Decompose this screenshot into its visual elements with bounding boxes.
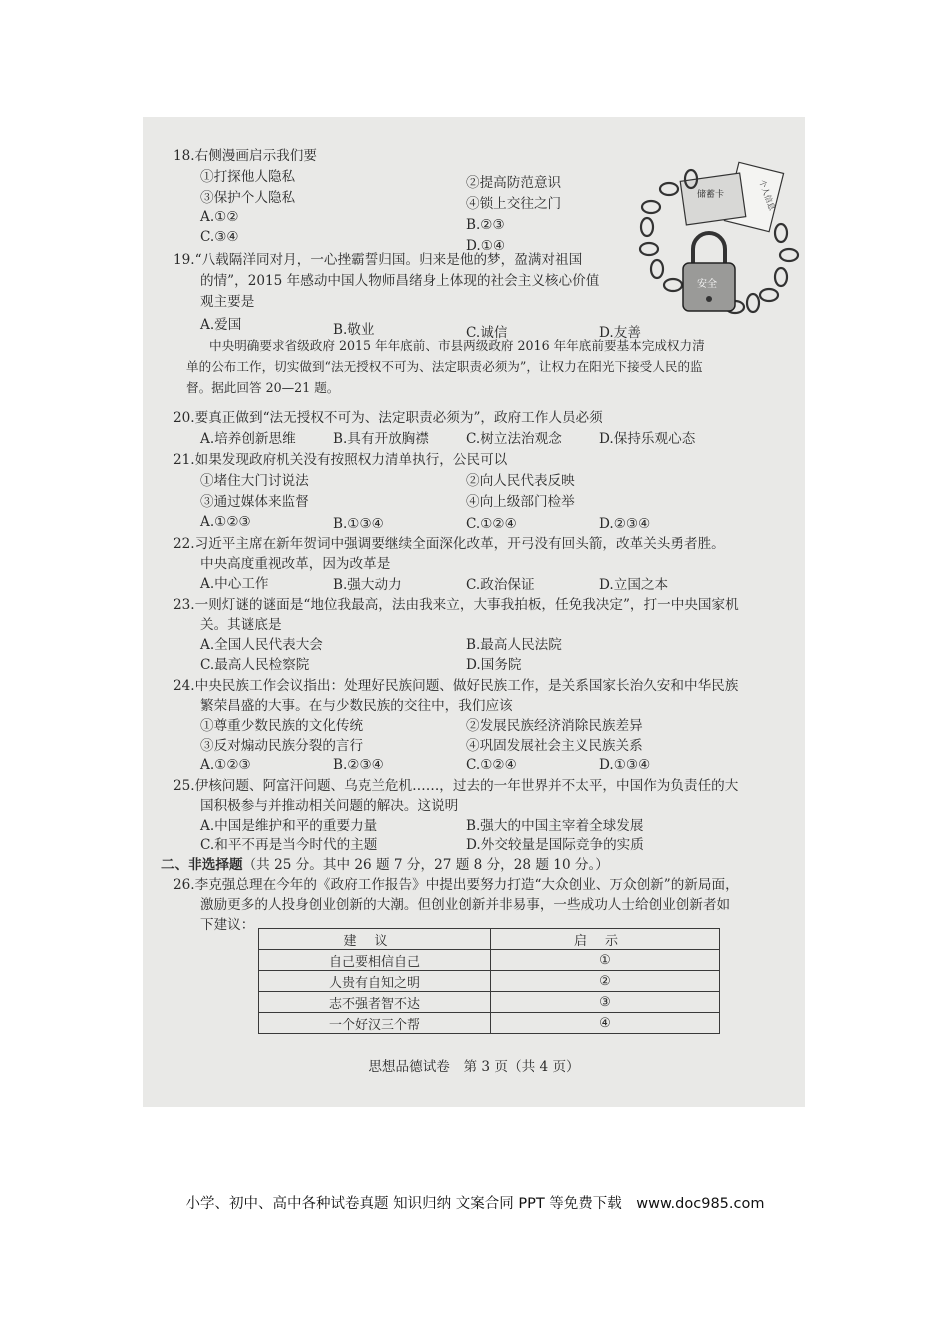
table-cell: 自己要相信自己 [259, 950, 491, 971]
material-line-2: 单的公布工作，切实做到“法无授权不可为、法定职责必须为”，让权力在阳光下接受人民的监 [186, 359, 703, 374]
q19-choice-a: A.爱国 [200, 317, 242, 333]
q18-choice-a: A.①② [200, 209, 239, 225]
q21-choice-a: A.①②③ [200, 514, 251, 530]
q25-choice-b: B.强大的中国主宰着全球发展 [466, 818, 644, 834]
material-line-3: 督。据此回答 20—21 题。 [186, 380, 340, 395]
q24-line-1: 24.中央民族工作会议指出：处理好民族问题、做好民族工作，是关系国家长治久安和中华民族 [173, 678, 739, 694]
q22-choice-d: D.立国之本 [599, 577, 669, 593]
table-cell: ② [491, 971, 720, 992]
table-cell: 人贵有自知之明 [259, 971, 491, 992]
q26-line-3: 下建议： [200, 917, 255, 933]
q24-option-3: ③反对煽动民族分裂的言行 [200, 738, 364, 754]
q24-line-2: 繁荣昌盛的大事。在与少数民族的交往中，我们应该 [200, 698, 513, 714]
q18-stem: 18.右侧漫画启示我们要 [173, 148, 317, 164]
table-header-cell: 启示 [491, 929, 720, 950]
q21-option-4: ④向上级部门检举 [466, 494, 575, 510]
q21-stem: 21.如果发现政府机关没有按照权力清单执行，公民可以 [173, 452, 508, 468]
q26-line-1: 26.李克强总理在今年的《政府工作报告》中提出要努力打造“大众创业、万众创新”的新局面， [173, 877, 739, 893]
site-footer: 小学、初中、高中各种试卷真题 知识归纳 文案合同 PPT 等免费下载 www.doc985.com [185, 1196, 765, 1212]
q25-line-2: 国积极参与并推动相关问题的解决。这说明 [200, 798, 459, 814]
q26-line-2: 激励更多的人投身创业创新的大潮。但创业创新并非易事，一些成功人士给创业创新者如 [200, 897, 731, 913]
q25-line-1: 25.伊核问题、阿富汗问题、乌克兰危机……，过去的一年世界并不太平，中国作为负责任的大 [173, 778, 739, 794]
q22-line-2: 中央高度重视改革，因为改革是 [200, 556, 391, 572]
q19-line-3: 观主要是 [200, 294, 255, 310]
q20-choice-b: B.具有开放胸襟 [333, 431, 429, 447]
q19-choice-d: D.友善 [599, 325, 641, 341]
q23-choice-c: C.最高人民检察院 [200, 657, 310, 673]
advice-table [258, 928, 720, 1034]
q19-line-2: 的情”，2015 年感动中国人物师昌绪身上体现的社会主义核心价值 [200, 273, 600, 289]
q25-choice-d: D.外交较量是国际竞争的实质 [466, 837, 644, 853]
q25-choice-c: C.和平不再是当今时代的主题 [200, 837, 378, 853]
table-row [259, 992, 720, 1013]
q24-choice-d: D.①③④ [599, 757, 651, 773]
padlock-icon [683, 233, 735, 311]
q20-choice-c: C.树立法治观念 [466, 431, 562, 447]
q24-option-1: ①尊重少数民族的文化传统 [200, 718, 364, 734]
table-row [259, 1013, 720, 1034]
q21-option-3: ③通过媒体来监督 [200, 494, 309, 510]
q21-choice-c: C.①②④ [466, 516, 517, 532]
section-2-title: 二、非选择题 [161, 857, 243, 873]
table-cell: ④ [491, 1013, 720, 1034]
table-cell: 一个好汉三个帮 [259, 1013, 491, 1034]
bank-card-icon [680, 173, 746, 225]
q23-choice-a: A.全国人民代表大会 [200, 637, 323, 653]
q23-choice-b: B.最高人民法院 [466, 637, 562, 653]
q24-option-4: ④巩固发展社会主义民族关系 [466, 738, 643, 754]
q18-option-4: ④锁上交往之门 [466, 196, 562, 212]
document-label: 个人信息 [757, 178, 777, 212]
q18-choice-b: B.②③ [466, 217, 505, 233]
q20-choice-d: D.保持乐观心态 [599, 431, 696, 447]
table-row [259, 950, 720, 971]
q25-choice-a: A.中国是维护和平的重要力量 [200, 818, 378, 834]
table-header-row [259, 929, 720, 950]
q22-choice-a: A.中心工作 [200, 576, 269, 592]
q18-choice-c: C.③④ [200, 229, 239, 245]
q23-line-1: 23.一则灯谜的谜面是“地位我最高，法由我来立，大事我拍板，任免我决定”，打一中央国家机 [173, 597, 739, 613]
privacy-lock-cartoon [631, 137, 803, 333]
q19-choice-b: B.敬业 [333, 322, 375, 338]
q18-choice-d: D.①④ [466, 238, 506, 254]
card-label: 储蓄卡 [697, 190, 725, 200]
table-cell: ③ [491, 992, 720, 1013]
section-2-detail: （共 25 分。其中 26 题 7 分，27 题 8 分，28 题 10 分。） [242, 857, 609, 873]
q21-choice-b: B.①③④ [333, 516, 384, 532]
table-row [259, 971, 720, 992]
q19-choice-c: C.诚信 [466, 325, 508, 341]
q21-option-1: ①堵住大门讨说法 [200, 473, 309, 489]
q20-choice-a: A.培养创新思维 [200, 431, 296, 447]
q18-option-2: ②提高防范意识 [466, 175, 562, 191]
q21-option-2: ②向人民代表反映 [466, 473, 575, 489]
exam-page-footer: 思想品德试卷 第 3 页（共 4 页） [368, 1059, 580, 1075]
q22-choice-c: C.政治保证 [466, 577, 535, 593]
q21-choice-d: D.②③④ [599, 516, 651, 532]
q19-line-1: 19.“八载隔洋同对月，一心挫霸誓归国。归来是他的梦，盈满对祖国 [173, 252, 583, 268]
material-line-1: 中央明确要求省级政府 2015 年年底前、市县两级政府 2016 年年底前要基本完成权力清 [209, 338, 705, 353]
lock-label: 安全 [697, 279, 717, 290]
table-cell: ① [491, 950, 720, 971]
q23-line-2: 关。其谜底是 [200, 617, 282, 633]
q24-choice-b: B.②③④ [333, 757, 384, 773]
q22-choice-b: B.强大动力 [333, 577, 402, 593]
q18-option-1: ①打探他人隐私 [200, 169, 296, 185]
table-cell: 志不强者智不达 [259, 992, 491, 1013]
q22-line-1: 22.习近平主席在新年贺词中强调要继续全面深化改革，开弓没有回头箭，改革关头勇者胜。 [173, 536, 725, 552]
q18-option-3: ③保护个人隐私 [200, 190, 296, 206]
q23-choice-d: D.国务院 [466, 657, 522, 673]
q24-choice-a: A.①②③ [200, 757, 251, 773]
section-2-heading [161, 856, 609, 874]
q20-stem: 20.要真正做到“法无授权不可为、法定职责必须为”，政府工作人员必须 [173, 410, 603, 426]
table-header-cell: 建议 [259, 929, 491, 950]
q24-option-2: ②发展民族经济消除民族差异 [466, 718, 643, 734]
q24-choice-c: C.①②④ [466, 757, 517, 773]
scanned-exam-page [143, 117, 805, 1107]
